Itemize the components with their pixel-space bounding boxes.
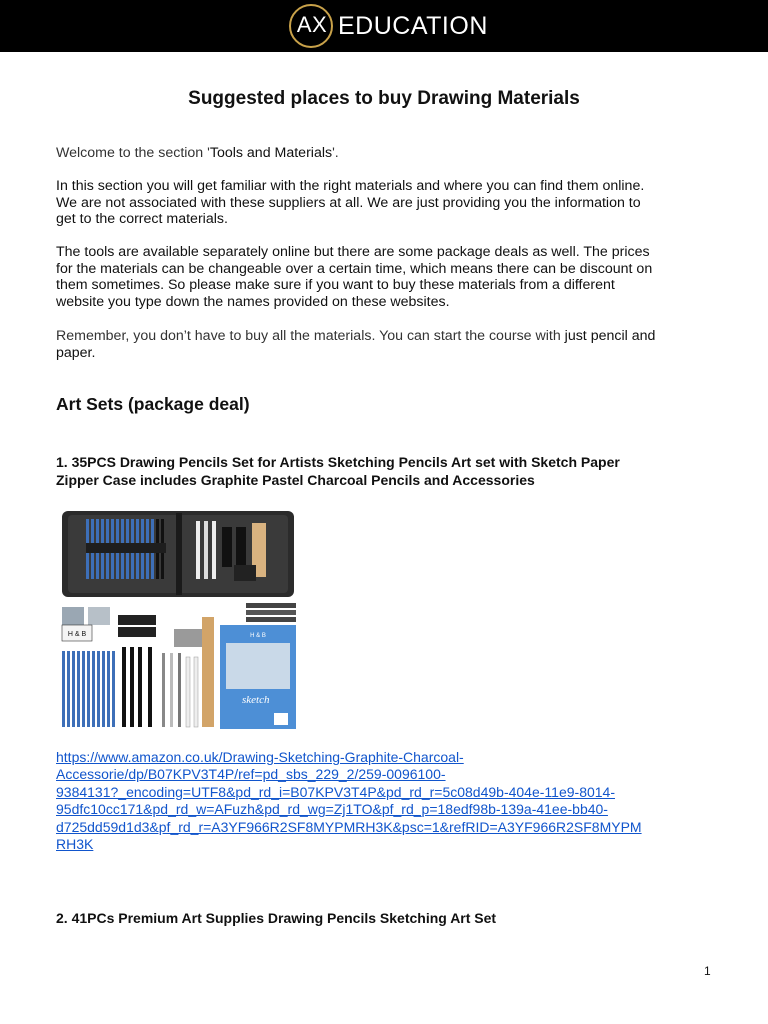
- intro-paragraph-2: [56, 244, 726, 310]
- item1-title-line2: Zipper Case includes Graphite Pastel Charcoal Pencils and Accessories: [56, 471, 535, 488]
- text-line: for the materials can be changeable over a certain time, which means there can be discount on: [56, 260, 653, 277]
- text-line: website you type down the names provided on these websites.: [56, 293, 450, 310]
- text-line: get to the correct materials.: [56, 211, 228, 228]
- remember-pre: Remember, you don’t have to buy all the materials. You can start the course with: [56, 328, 565, 344]
- header-banner: [0, 0, 768, 52]
- logo-mark: AX: [296, 12, 328, 37]
- welcome-section-name: Tools and Materials: [209, 145, 333, 161]
- item1-title: [56, 454, 736, 489]
- remember-paragraph: [56, 328, 726, 361]
- brand-label: H & B: [67, 631, 87, 638]
- remember-line2: paper.: [56, 344, 96, 361]
- text-line: them sometimes. So please make sure if you want to buy these materials from a different: [56, 277, 615, 294]
- text-line: We are not associated with these suppliers at all. We are just providing you the information to: [56, 194, 641, 211]
- link-line[interactable]: 9384131?_encoding=UTF8&pd_rd_i=B07KPV3T4P&pd_rd_r=5c08d49b-404e-11e9-8014-: [56, 783, 615, 800]
- text-line: In this section you will get familiar with the right materials and where you can find them online.: [56, 178, 645, 194]
- pad-brand: H & B: [250, 633, 266, 639]
- welcome-post: '.: [332, 145, 339, 161]
- item1-title-line1: 1. 35PCS Drawing Pencils Set for Artists Sketching Pencils Art set with Sketch Paper: [56, 454, 620, 470]
- text-line: The tools are available separately online but there are some package deals as well. The prices: [56, 244, 650, 260]
- item2-title: 2. 41PCs Premium Art Supplies Drawing Pencils Sketching Art Set: [56, 910, 497, 926]
- section-heading: Art Sets (package deal): [56, 394, 250, 414]
- link-line[interactable]: 95dfc10cc171&pd_rd_w=AFuzh&pd_rd_wg=Zj1TO&pf_rd_p=18edf98b-139a-41ee-bb40-: [56, 801, 608, 818]
- page-number: 1: [704, 964, 711, 978]
- link-line[interactable]: Accessorie/dp/B07KPV3T4P/ref=pd_sbs_229_2/259-0096100-: [56, 766, 446, 783]
- page-title: Suggested places to buy Drawing Materials: [188, 88, 580, 109]
- welcome-pre: Welcome to the section ': [56, 145, 210, 161]
- link-line[interactable]: https://www.amazon.co.uk/Drawing-Sketching-Graphite-Charcoal-: [56, 749, 464, 765]
- link-line[interactable]: RH3K: [56, 836, 94, 853]
- welcome-paragraph: [56, 145, 726, 162]
- art-set-product-image: [56, 507, 306, 737]
- logo-text: EDUCATION: [338, 12, 488, 40]
- pad-title: sketch: [242, 694, 270, 706]
- intro-paragraph-1: [56, 178, 726, 228]
- remember-emphasis: just pencil and: [564, 328, 656, 344]
- link-line[interactable]: d725dd59d1d3&pf_rd_r=A3YF966R2SF8MYPMRH3K&psc=1&refRID=A3YF966R2SF8MYPM: [56, 818, 642, 835]
- item1-product-link[interactable]: [56, 749, 721, 853]
